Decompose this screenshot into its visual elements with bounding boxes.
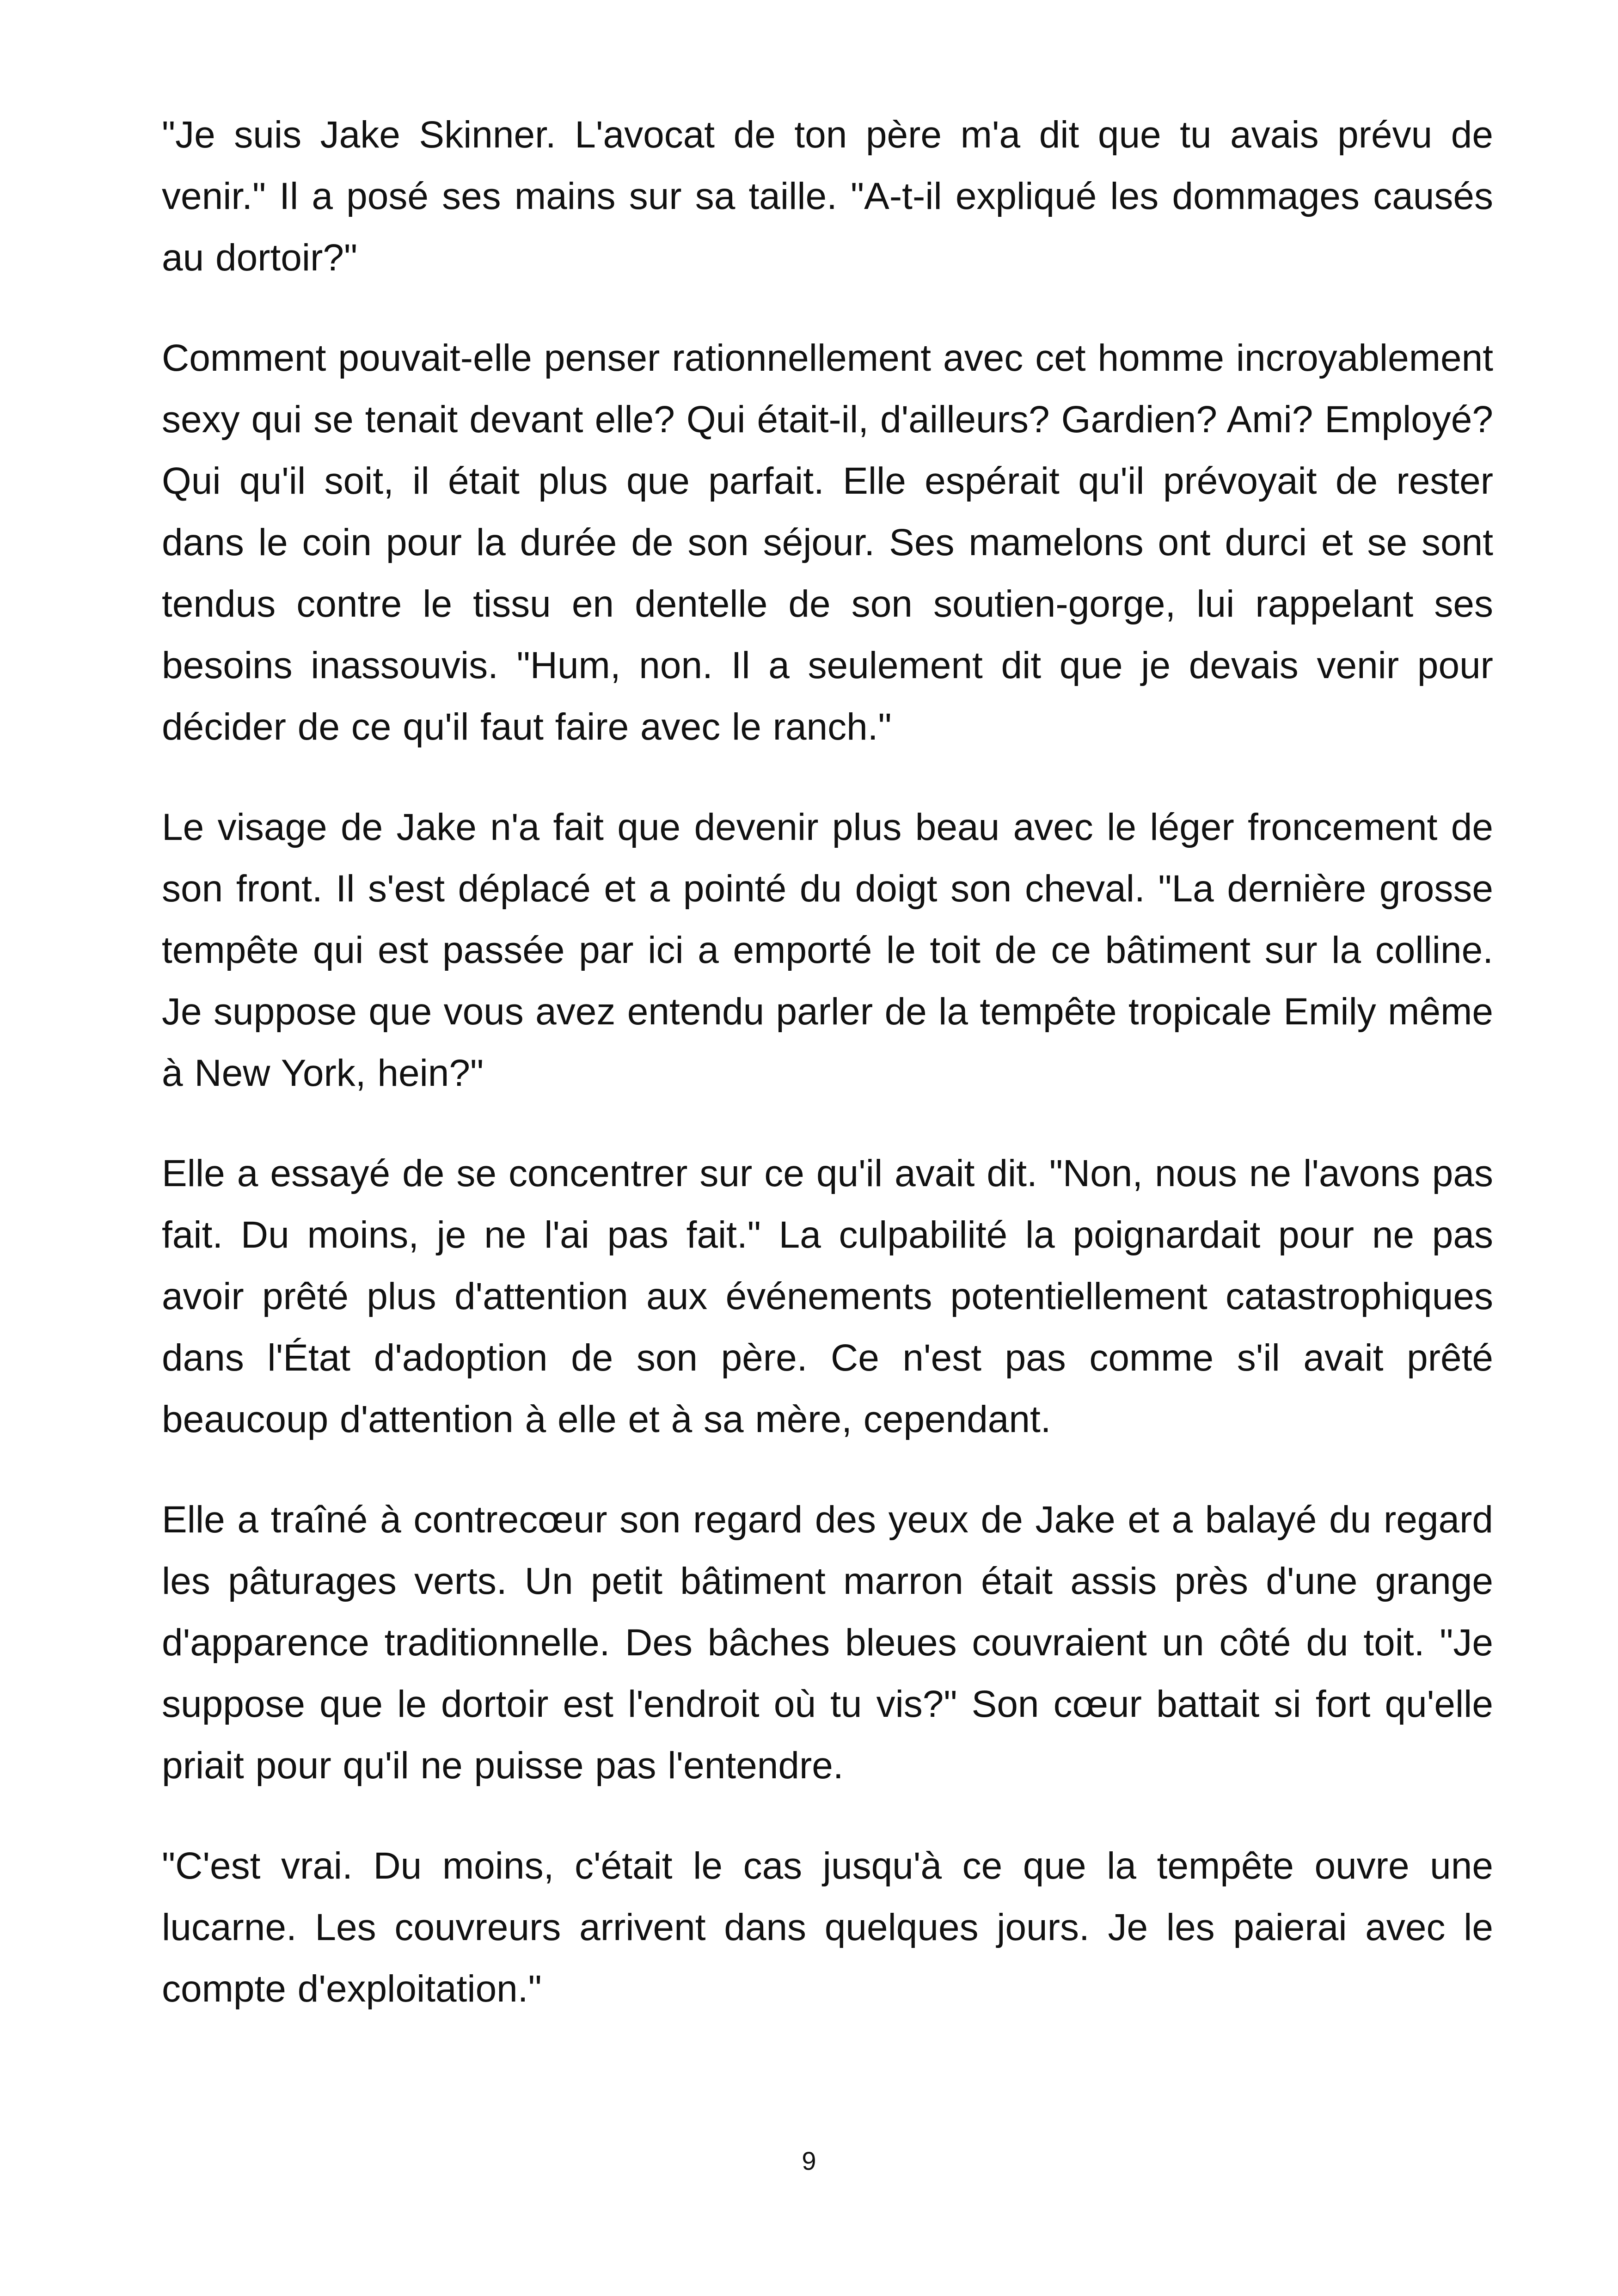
- page-number: 9: [802, 2146, 816, 2175]
- paragraph-1: "Je suis Jake Skinner. L'avocat de ton père m'a dit que tu avais prévu de venir." Il a posé ses mains sur sa taille. "A-t-il expliqué les dommages causés au dortoir?": [162, 114, 1493, 279]
- paragraph-3: Le visage de Jake n'a fait que devenir plus beau avec le léger froncement de son front. Il s'est déplacé et a pointé du doigt son cheval. "La dernière grosse tempête qui est passée par ici a emporté le toit de ce bâtiment sur la colline. Je suppose que vous avez entendu parler de la tempête tropicale Emily même à New York, hein?": [162, 806, 1493, 1094]
- paragraph-5: Elle a traîné à contrecœur son regard des yeux de Jake et a balayé du regard les pâturages verts. Un petit bâtiment marron était assis près d'une grange d'apparence traditionnelle. Des bâches bleues couvraient un côté du toit. "Je suppose que le dortoir est l'endroit où tu vis?" Son cœur battait si fort qu'elle priait pour qu'il ne puisse pas l'entendre.: [162, 1499, 1493, 1787]
- paragraph-6: "C'est vrai. Du moins, c'était le cas jusqu'à ce que la tempête ouvre une lucarne. Les couvreurs arrivent dans quelques jours. Je les paierai avec le compte d'exploitation.": [162, 1845, 1493, 2010]
- paragraph-4: Elle a essayé de se concentrer sur ce qu'il avait dit. "Non, nous ne l'avons pas fait. Du moins, je ne l'ai pas fait." La culpabilité la poignardait pour ne pas avoir prêté plus d'attention aux événements potentiellement catastrophiques dans l'État d'adoption de son père. Ce n'est pas comme s'il avait prêté beaucoup d'attention à elle et à sa mère, cependant.: [162, 1152, 1493, 1440]
- document-page: [162, 104, 1493, 2058]
- paragraph-2: Comment pouvait-elle penser rationnellement avec cet homme incroyablement sexy qui se tenait devant elle? Qui était-il, d'ailleurs? Gardien? Ami? Employé? Qui qu'il soit, il était plus que parfait. Elle espérait qu'il prévoyait de rester dans le coin pour la durée de son séjour. Ses mamelons ont durci et se sont tendus contre le tissu en dentelle de son soutien-gorge, lui rappelant ses besoins inassouvis. "Hum, non. Il a seulement dit que je devais venir pour décider de ce qu'il faut faire avec le ranch.": [162, 337, 1493, 748]
